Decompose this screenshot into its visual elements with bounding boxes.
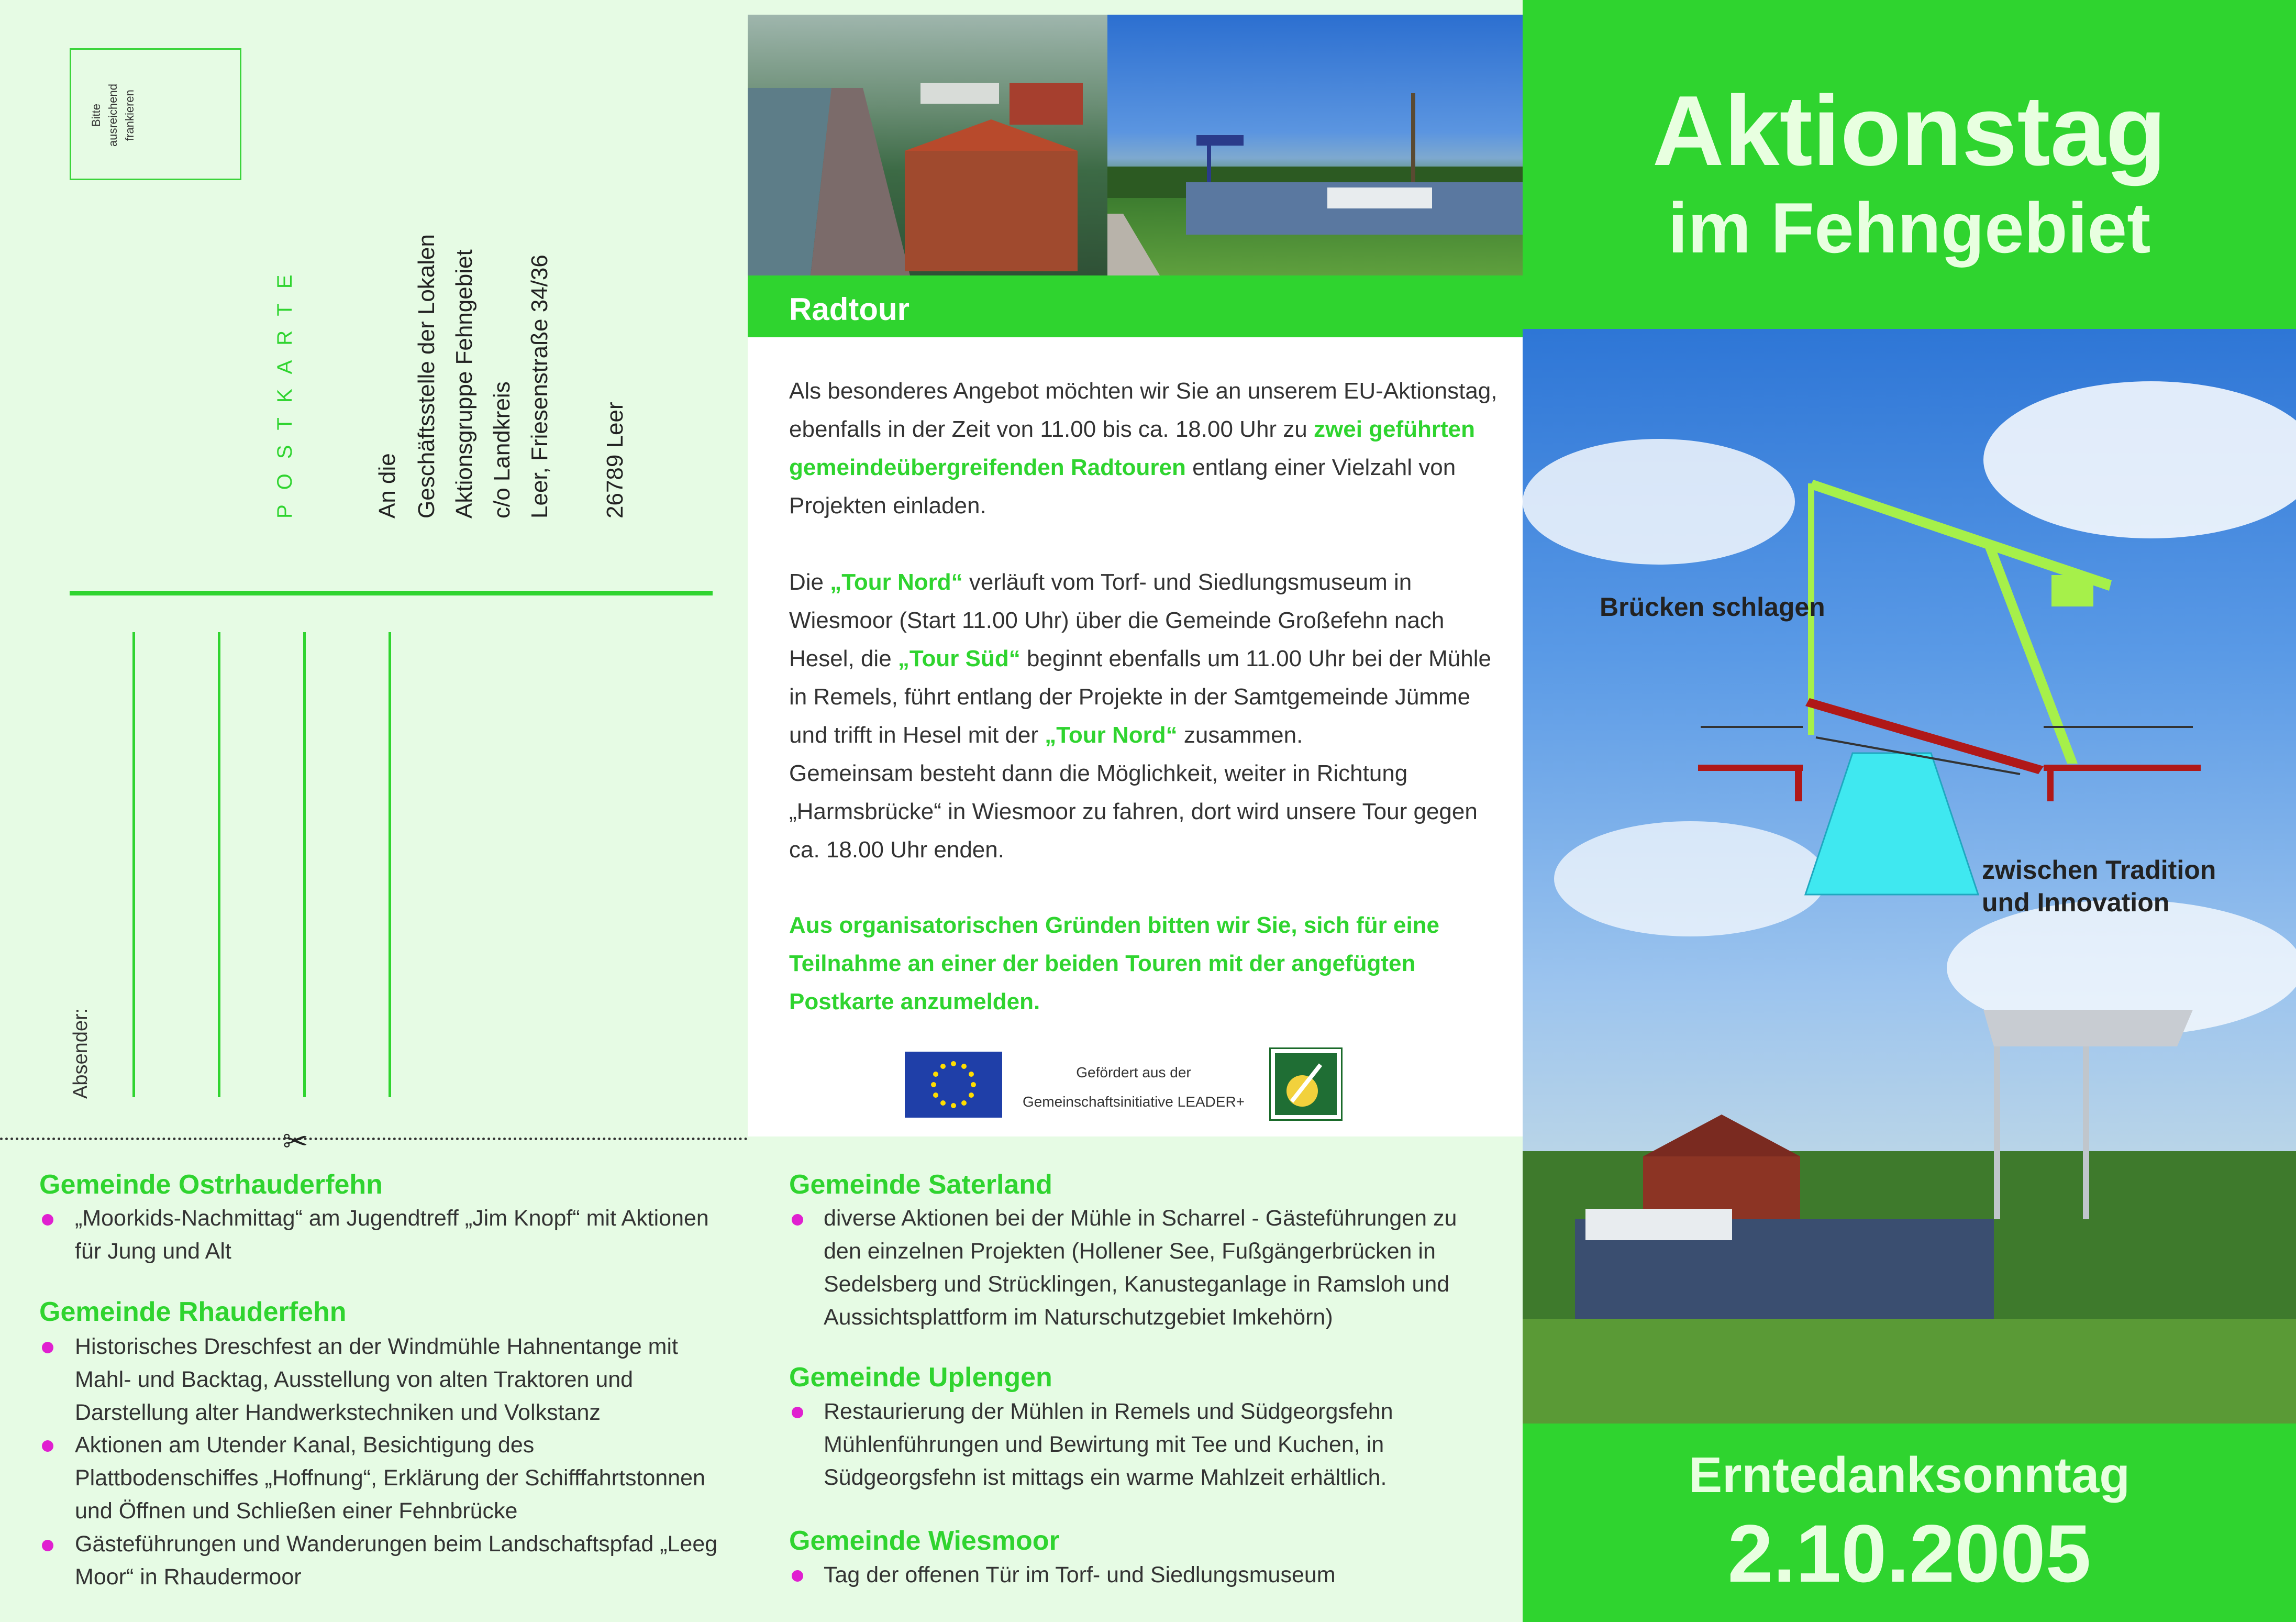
- paragraph-highlight: „Tour Nord“: [1045, 722, 1178, 748]
- paragraph-text: beginnt ebenfalls um 11.00 Uhr bei der Mühle in Remels, führt entlang der Projekte in der Samtgemeinde Jümme und trifft in Hesel mit der: [789, 646, 1492, 748]
- sender-line: [132, 632, 135, 1097]
- event-item: Historisches Dreschfest an der Windmühle Hahnentange mit Mahl- und Backtag, Ausstellung von alten Traktoren und Darstellung alter Handwerkstechniken und Volkstanz: [75, 1334, 678, 1425]
- bullet-icon: [42, 1440, 53, 1452]
- event-item: Restaurierung der Mühlen in Remels und Südgeorgsfehn Mühlenführungen und Bewirtung mit Tee und Kuchen, in Südgeorgsfehn ist mittags ein warme Mahlzeit erhältlich.: [824, 1399, 1393, 1490]
- address-line-3: Aktionsgruppe Fehngebiet: [451, 249, 477, 518]
- radtour-title: Radtour: [789, 292, 909, 327]
- paragraph-highlight: zwei geführten gemeindeübergreifenden Radtouren: [789, 416, 1476, 480]
- paragraph-text: verläuft vom Torf- und Siedlungsmuseum in Wiesmoor (Start 11.00 Uhr) über die Gemeinde Großefehn nach Hesel, die: [789, 569, 1445, 671]
- event-item: Tag der offenen Tür im Torf- und Siedlungsmuseum: [824, 1562, 1336, 1587]
- paragraph-text: Die: [789, 569, 830, 595]
- eu-flag-logo: [905, 1052, 1002, 1118]
- registration-note: Aus organisatorischen Gründen bitten wir Sie, sich für eine Teilnahme an einer der beiden Touren mit der angefügten Postkarte anzumelden.: [789, 912, 1440, 1014]
- event-occasion: Erntedanksonntag: [1689, 1447, 2130, 1503]
- radtour-paragraph-3: Gemeinsam besteht dann die Möglichkeit, weiter in Richtung „Harmsbrücke“ in Wiesmoor zu fahren, dort wird unsere Tour gegen ca. 18.00 Uhr enden.: [789, 760, 1478, 863]
- event-item: „Moorkids-Nachmittag“ am Jugendtreff „Jim Knopf“ mit Aktionen für Jung und Alt: [75, 1206, 709, 1264]
- bullet-icon: [792, 1407, 803, 1418]
- logo-slogan-right-1: zwischen Tradition: [1982, 855, 2216, 885]
- event-date: 2.10.2005: [1727, 1508, 2091, 1599]
- stamp-text: Bitte ausreichend frankieren: [90, 84, 136, 147]
- canal-bridge-photo: [1107, 15, 1523, 275]
- bullet-icon: [792, 1570, 803, 1582]
- address-line-4: c/o Landkreis: [489, 381, 515, 518]
- event-item: Aktionen am Utender Kanal, Besichtigung des Plattbodenschiffes „Hoffnung“, Erklärung der Schifffahrtstonnen und Öffnen und Schließen einer Fehnbrücke: [75, 1432, 705, 1524]
- sender-label: Absender:: [70, 1008, 92, 1099]
- bullet-icon: [42, 1342, 53, 1353]
- event-title-rhauderfehn: Gemeinde Rhauderfehn: [39, 1297, 347, 1327]
- event-item: Gästeführungen und Wanderungen beim Landschaftspfad „Leeg Moor“ in Rhaudermoor: [75, 1531, 718, 1590]
- marina-photo: [748, 15, 1107, 275]
- paragraph-text: zusammen.: [1177, 722, 1303, 748]
- address-line-1: An die: [374, 453, 400, 518]
- address-line-2: Geschäftsstelle der Lokalen: [414, 234, 439, 518]
- logo-slogan-left: Brücken schlagen: [1600, 592, 1825, 622]
- scissors-icon: ✂: [283, 1124, 308, 1158]
- logo-slogan-right-2: und Innovation: [1982, 888, 2170, 917]
- sender-line: [389, 632, 391, 1097]
- bullet-icon: [42, 1540, 53, 1551]
- radtour-paragraph-2: [789, 563, 1501, 754]
- postcard-label: POSTKARTE: [273, 260, 296, 518]
- paragraph-text: entlang einer Vielzahl von Projekten einladen.: [789, 455, 1456, 518]
- radtour-paragraph-1: [789, 372, 1501, 525]
- cover-title: Aktionstag: [1652, 75, 2167, 186]
- event-title-wiesmoor: Gemeinde Wiesmoor: [789, 1526, 1060, 1556]
- event-title-ostrhauderfehn: Gemeinde Ostrhauderfehn: [39, 1169, 383, 1200]
- address-line-5: Leer, Friesenstraße 34/36: [527, 255, 552, 518]
- bullet-icon: [42, 1214, 53, 1226]
- sender-line: [218, 632, 220, 1097]
- leader-logo: [1269, 1047, 1343, 1121]
- paragraph-highlight: „Tour Nord“: [830, 569, 963, 595]
- event-title-uplengen: Gemeinde Uplengen: [789, 1362, 1052, 1393]
- paragraph-highlight: „Tour Süd“: [897, 646, 1021, 671]
- paragraph-text: Als besonderes Angebot möchten wir Sie an unserem EU-Aktionstag, ebenfalls in der Zeit von 11.00 bis ca. 18.00 Uhr zu: [789, 378, 1498, 442]
- cut-line: [0, 1138, 748, 1140]
- address-line-6: 26789 Leer: [602, 402, 628, 518]
- address-divider: [70, 591, 713, 595]
- event-title-saterland: Gemeinde Saterland: [789, 1169, 1052, 1200]
- funding-text: Gefördert aus der Gemeinschaftsinitiative LEADER+: [1022, 1064, 1245, 1110]
- event-item: diverse Aktionen bei der Mühle in Scharrel - Gästeführungen zu den einzelnen Projekten (Hollener See, Fußgängerbrücken in Sedelsberg und Strücklingen, Kanusteganlage in Ramsloh und Aussichtsplattform im Naturschutzgebiet Imkehörn): [824, 1206, 1457, 1330]
- sender-line: [303, 632, 306, 1097]
- cover-subtitle: im Fehngebiet: [1668, 188, 2151, 268]
- bullet-icon: [792, 1214, 803, 1226]
